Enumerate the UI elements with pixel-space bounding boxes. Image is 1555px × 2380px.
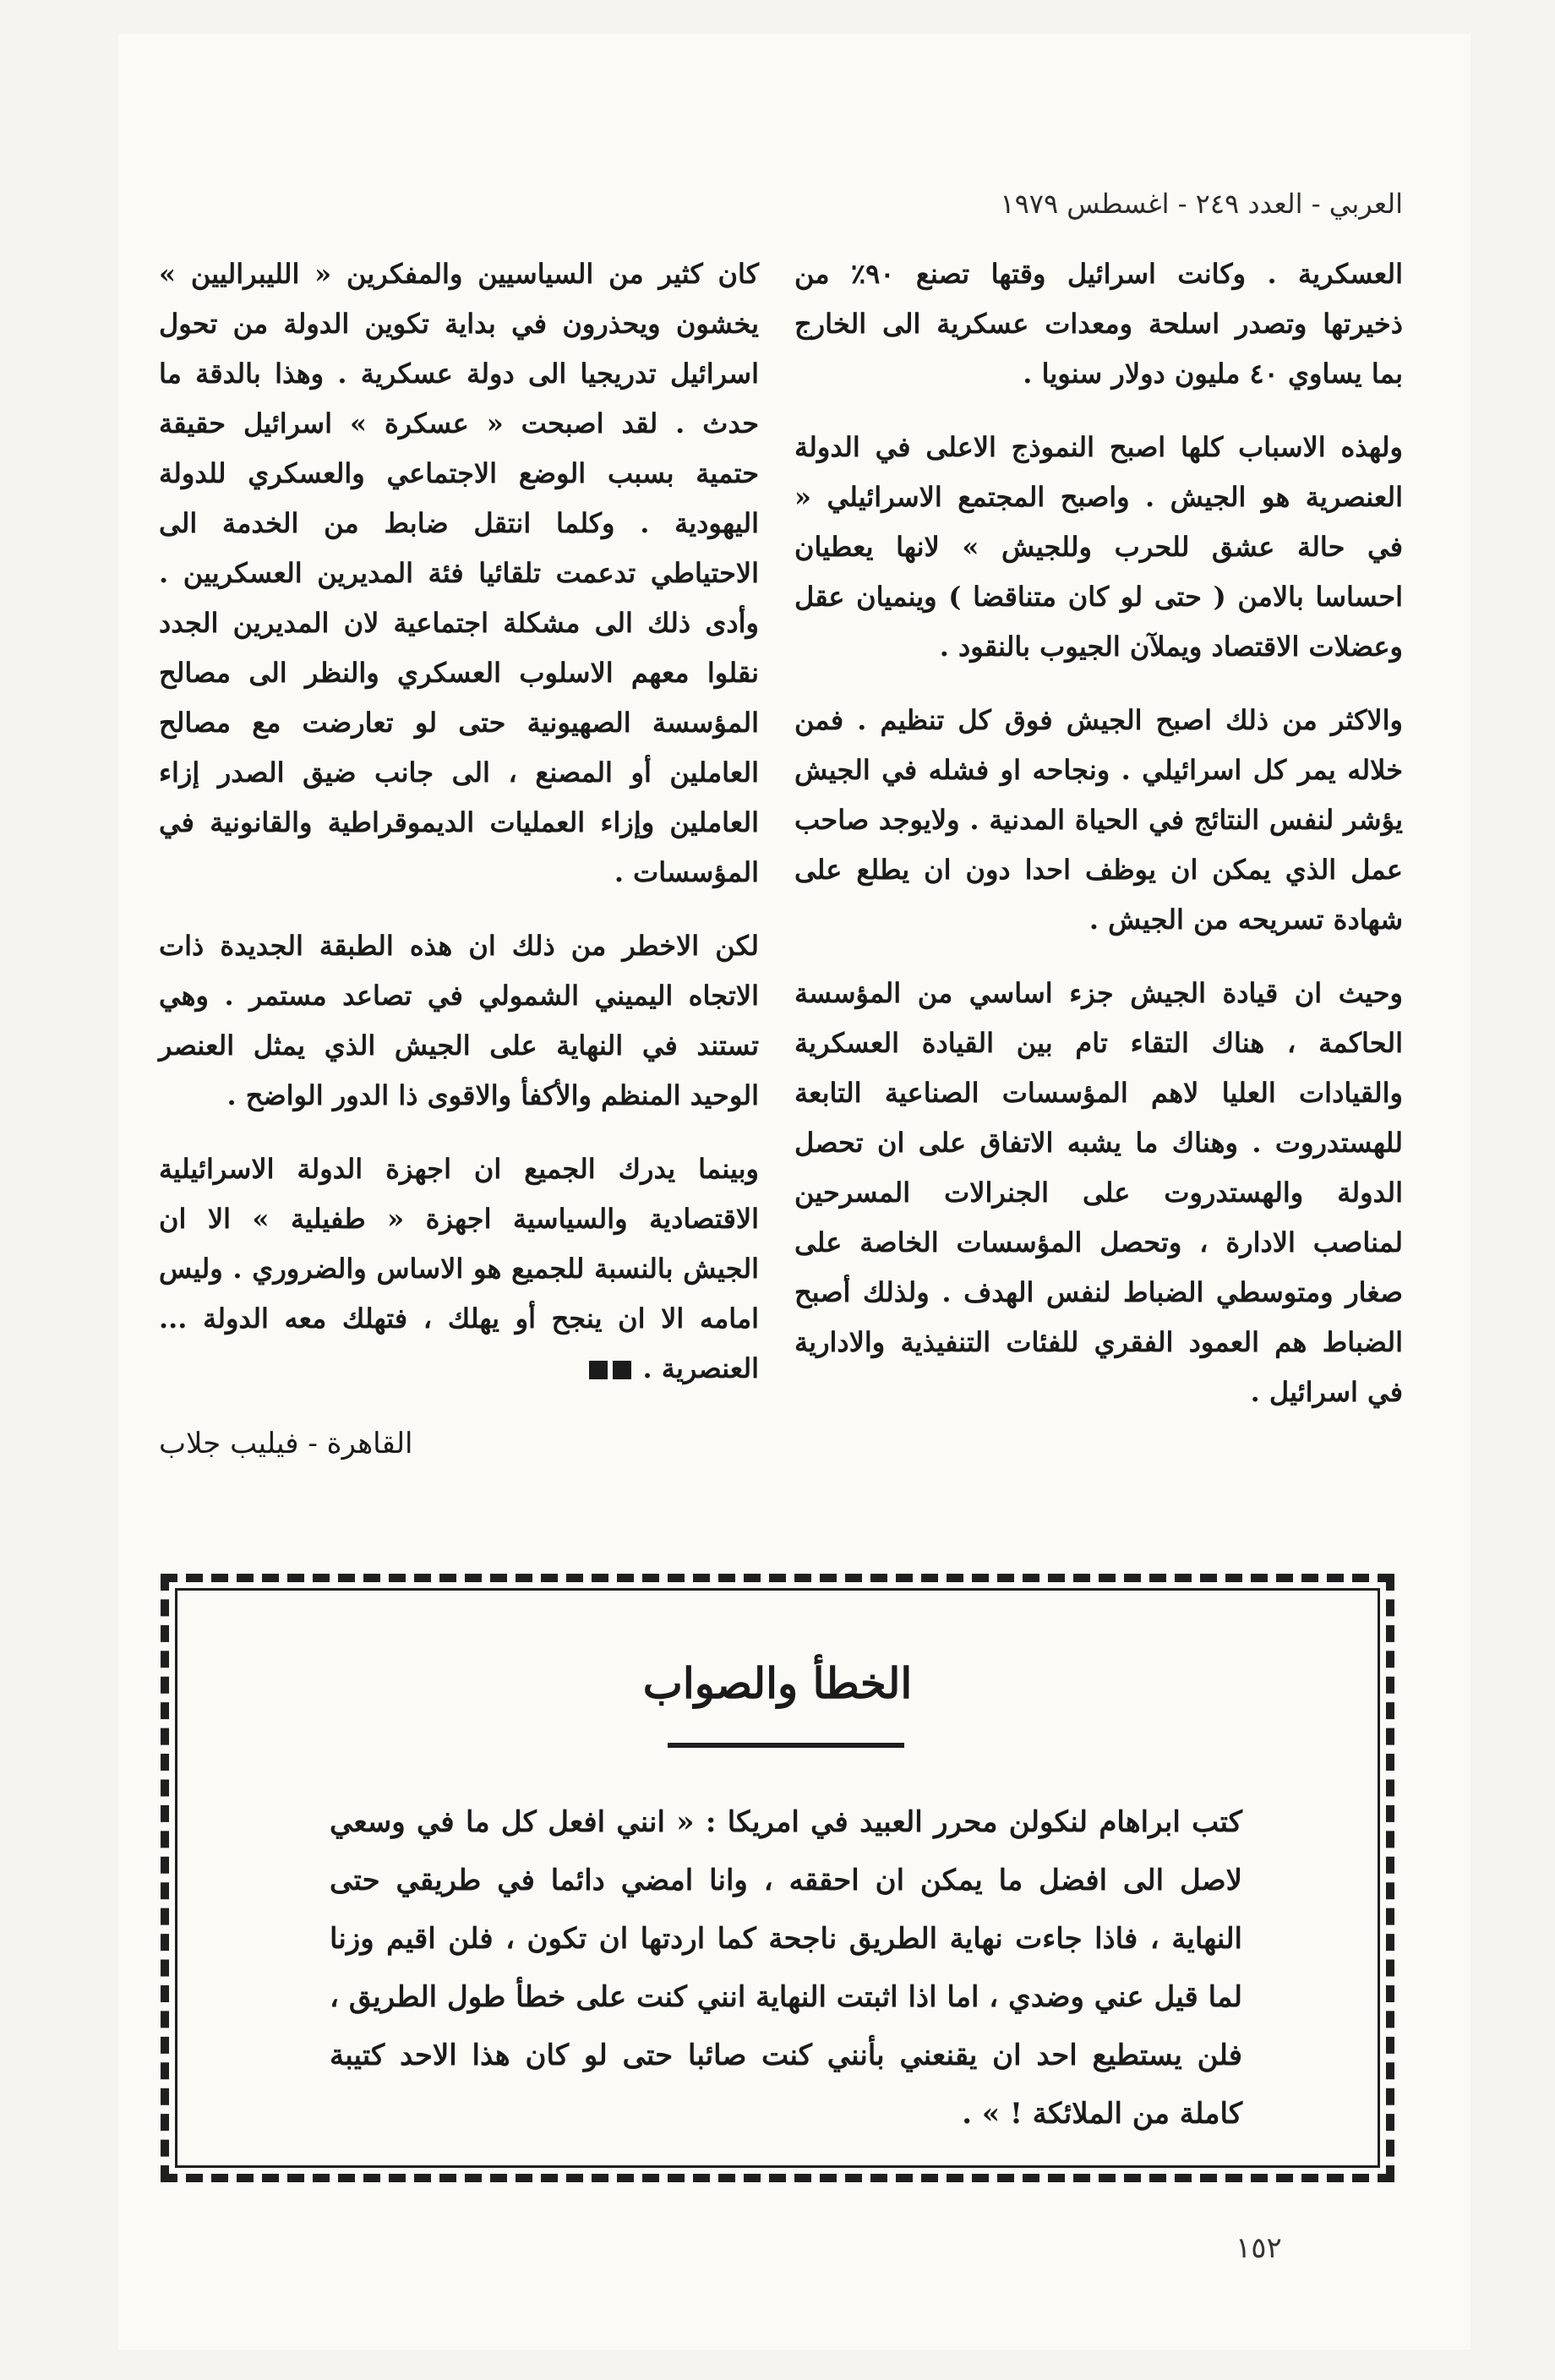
paragraph-text: وبينما يدرك الجميع ان اجهزة الدولة الاسرائيلية الاقتصادية والسياسية اجهزة « طفيلية » الا ان الجيش بالنسبة للجميع هو الاساس والضروري . وليس امامه الا ان ينجح أو يهلك ، فتهلك معه الدولة ... العنصرية . (159, 1153, 759, 1384)
author-line: القاهرة - فيليب جلاب (159, 1427, 413, 1460)
running-header: العربي - العدد ٢٤٩ - اغسطس ١٩٧٩ (1000, 188, 1403, 220)
article-column-left (159, 249, 759, 1469)
article-column-right (794, 249, 1403, 1441)
sidebar-box (161, 1574, 1394, 2182)
box-title: الخطأ والصواب (642, 1658, 913, 1708)
paragraph: والاكثر من ذلك اصبح الجيش فوق كل تنظيم . فمن خلاله يمر كل اسرائيلي . ونجاحه او فشله في الجيش يؤشر لنفس النتائج في الحياة المدنية . ولايوجد صاحب عمل الذي يمكن ان يوظف احدا دون ان يطلع على شهادة تسريحه من الجيش . (794, 704, 1403, 936)
title-underline (668, 1743, 904, 1748)
paragraph: وحيث ان قيادة الجيش جزء اساسي من المؤسسة الحاكمة ، هناك التقاء تام بين القيادة العسكرية والقيادات العليا لاهم المؤسسات الصناعية التابعة للهستدروت . وهناك ما يشبه الاتفاق على ان تحصل الدولة والهستدروت على الجنرالات المسرحين لمناصب الادارة ، وتحصل المؤسسات الخاصة على صغار ومتوسطي الضباط لنفس الهدف . ولذلك أصبح الضباط هم العمود الفقري للفئات التنفيذية والادارية في اسرائيل . (794, 977, 1403, 1408)
paragraph: لكن الاخطر من ذلك ان هذه الطبقة الجديدة ذات الاتجاه اليميني الشمولي في تصاعد مستمر . وهي تستند في النهاية على الجيش الذي يمثل العنصر الوحيد المنظم والأكفأ والاقوى ذا الدور الواضح . (159, 930, 759, 1111)
paragraph: العسكرية . وكانت اسرائيل وقتها تصنع ٩٠٪ من ذخيرتها وتصدر اسلحة ومعدات عسكرية الى الخارج بما يساوي ٤٠ مليون دولار سنويا . (794, 258, 1404, 390)
end-of-article-mark (584, 1346, 631, 1395)
paragraph: كان كثير من السياسيين والمفكرين « الليبراليين » يخشون ويحذرون في بداية تكوين الدولة من تحول اسرائيل تدريجيا الى دولة عسكرية . وهذا بالدقة ما حدث . لقد اصبحت « عسكرة » اسرائيل حقيقة حتمية بسبب الوضع الاجتماعي والعسكري للدولة اليهودية . وكلما انتقل ضابط من الخدمة الى الاحتياطي تدعمت تلقائيا فئة المديرين العسكريين . وأدى ذلك الى مشكلة اجتماعية لان المديرين الجدد نقلوا معهم الاسلوب العسكري والنظر الى مصالح المؤسسة الصهيونية حتى لو تعارضت مع مصالح العاملين أو المصنع ، الى جانب ضيق الصدر إزاء العاملين وإزاء العمليات الديموقراطية والقانونية في المؤسسات . (159, 258, 760, 888)
page-number: ١٥٢ (1236, 2231, 1282, 2265)
paragraph: ولهذه الاسباب كلها اصبح النموذج الاعلى في الدولة العنصرية هو الجيش . واصبح المجتمع الاسرائيلي « في حالة عشق للحرب وللجيش » لانها يعطيان احساسا بالامن ( حتى لو كان متناقضا ) وينميان عقل وعضلات الاقتصاد ويملآن الجيوب بالنقود . (794, 431, 1404, 663)
paragraph (159, 1144, 759, 1395)
box-quote-text: كتب ابراهام لنكولن محرر العبيد في امريكا : « انني افعل كل ما في وسعي لاصل الى افضل ما يمكن ان احققه ، وانا امضي دائما في طريقي حتى النهاية ، فاذا جاءت نهاية الطريق ناجحة كما اردتها ان تكون ، فلن اقيم وزنا لما قيل عني وضدي ، اما اذا اثبتت النهاية انني كنت على خطأ طول الطريق ، فلن يستطيع احد ان يقنعني بأنني كنت صائبا حتى لو كان هذا الاحد كتيبة كاملة من الملائكة ! » . (330, 1805, 1242, 2131)
